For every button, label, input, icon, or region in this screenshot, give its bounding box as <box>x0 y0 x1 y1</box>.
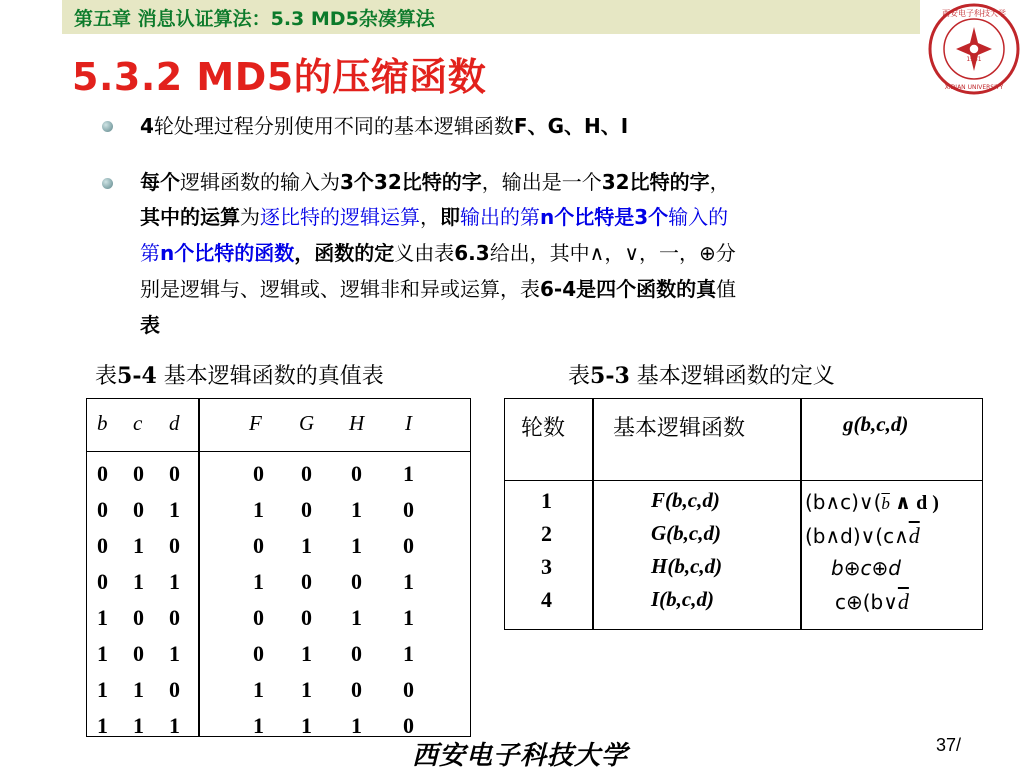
th-I: I <box>405 411 412 435</box>
truth-table-cell: 0 <box>97 461 108 486</box>
truth-table-cell: 1 <box>97 713 108 738</box>
truth-table-cell: 0 <box>301 605 312 630</box>
bullet-1-num: 4 <box>140 114 154 138</box>
truth-table-cell: 0 <box>133 497 144 522</box>
b2-l2-e: 即 <box>440 205 460 229</box>
truth-table-cell: 0 <box>403 497 414 522</box>
truth-table-cell: 1 <box>253 677 264 702</box>
caption-left-a: 表 <box>95 364 118 389</box>
truth-table-cell: 0 <box>253 641 264 666</box>
b2-l3-a: 第 <box>140 241 160 265</box>
b2-l2-b: 为 <box>240 205 260 229</box>
truth-table-cell: 1 <box>351 533 362 558</box>
b2-l3-e: 6.3 <box>454 241 490 265</box>
footer-school-name: 西安电子科技大学 <box>412 741 629 771</box>
g-expr-1 <box>805 490 939 515</box>
page-number: 37/ <box>936 735 962 755</box>
truth-table-cell: 1 <box>403 569 414 594</box>
truth-table-cell: 0 <box>169 605 180 630</box>
b2-l1-c: 3个32比特的字 <box>340 170 482 194</box>
truth-table-cell: 0 <box>97 533 108 558</box>
bullet-2-line-5 <box>140 309 160 341</box>
truth-table-divider <box>198 399 200 736</box>
truth-table-cell: 1 <box>133 533 144 558</box>
truth-table-caption <box>95 359 384 390</box>
b2-l4-a: 别是逻辑与、逻辑或、逻辑非和异或运算，表 <box>140 277 540 301</box>
g-expr-1-bar: $\overline{b}$ <box>881 494 890 513</box>
def-table-divider-2 <box>800 399 802 629</box>
chapter-header-bar <box>62 0 920 34</box>
bullet-2-line-2 <box>140 201 728 233</box>
truth-table-cell: 1 <box>301 713 312 738</box>
b2-l3-b: n个比特的函数 <box>160 241 295 265</box>
truth-table-cell: 0 <box>301 569 312 594</box>
def-function-name: H(b,c,d) <box>651 554 723 578</box>
th-b: b <box>97 411 108 435</box>
chapter-title: 第五章 消息认证算法：5.3 MD5杂凑算法 <box>74 8 435 30</box>
caption-left-c: 基本逻辑函数的真值表 <box>156 364 384 389</box>
b2-l1-a: 每个 <box>140 170 180 194</box>
b2-l2-a: 其中的运算 <box>140 205 240 229</box>
truth-table-cell: 1 <box>169 497 180 522</box>
caption-right-b: 5-3 <box>590 363 630 389</box>
truth-table-cell: 1 <box>351 497 362 522</box>
truth-table-cell: 1 <box>169 641 180 666</box>
b2-l1-b: 逻辑函数的输入为 <box>180 170 340 194</box>
def-th-g: g(b,c,d) <box>843 412 909 436</box>
truth-table-cell: 0 <box>97 497 108 522</box>
b2-l4-d: 值 <box>716 277 737 301</box>
bullet-2-line-4 <box>140 273 736 305</box>
university-logo <box>928 3 1020 95</box>
def-function-name: G(b,c,d) <box>651 521 721 545</box>
bullet-1-funcs: F、G、H、I <box>513 114 629 138</box>
b2-l1-d: ，输出是一个 <box>481 170 602 194</box>
caption-right-a: 表 <box>568 364 591 389</box>
bullet-2-line-1 <box>140 166 730 198</box>
bullet-marker <box>102 178 113 189</box>
truth-table-cell: 1 <box>403 605 414 630</box>
truth-table-cell: 0 <box>253 533 264 558</box>
logo-year: 1931 <box>966 56 982 63</box>
truth-table-cell: 0 <box>351 461 362 486</box>
caption-right-c: 基本逻辑函数的定义 <box>629 364 835 389</box>
truth-table-cell: 0 <box>169 461 180 486</box>
truth-table <box>86 398 471 737</box>
th-G: G <box>299 411 315 435</box>
g-expr-4-a: c⊕(b∨ <box>835 590 898 614</box>
g-expr-1-b: ∧ d ) <box>889 492 939 514</box>
th-d: d <box>169 411 180 435</box>
def-table-divider-1 <box>592 399 594 629</box>
truth-table-header <box>87 399 470 452</box>
g-expr-2-a: (b∧d)∨(c∧ <box>805 524 909 548</box>
truth-table-cell: 0 <box>301 461 312 486</box>
def-th-function: 基本逻辑函数 <box>613 416 746 441</box>
truth-table-cell: 0 <box>97 569 108 594</box>
b2-l5-a: 表 <box>140 313 160 337</box>
truth-table-cell: 1 <box>133 677 144 702</box>
th-H: H <box>349 411 365 435</box>
def-round-number: 3 <box>541 554 552 579</box>
def-function-name: I(b,c,d) <box>651 587 714 611</box>
truth-table-cell: 0 <box>169 533 180 558</box>
truth-table-cell: 1 <box>351 605 362 630</box>
b2-l2-d: ， <box>420 205 440 229</box>
g-expr-3: b⊕c⊕d <box>831 556 901 580</box>
g-expr-1-a: (b∧c)∨( <box>805 490 882 514</box>
g-expr-4 <box>835 589 909 615</box>
truth-table-cell: 0 <box>403 533 414 558</box>
definition-table <box>504 398 983 630</box>
truth-table-cell: 1 <box>133 569 144 594</box>
th-c: c <box>133 411 143 435</box>
truth-table-cell: 0 <box>133 641 144 666</box>
logo-text-bottom: XIDIAN UNIVERSITY <box>944 84 1004 91</box>
truth-table-cell: 0 <box>403 677 414 702</box>
truth-table-cell: 0 <box>133 461 144 486</box>
truth-table-cell: 0 <box>253 605 264 630</box>
truth-table-cell: 0 <box>351 677 362 702</box>
b2-l2-h: 输入的 <box>668 205 729 229</box>
b2-l1-e: 32比特的字 <box>601 170 710 194</box>
truth-table-cell: 1 <box>351 713 362 738</box>
truth-table-cell: 1 <box>301 533 312 558</box>
truth-table-cell: 1 <box>403 461 414 486</box>
g-expr-4-bar: $\overline{d}$ <box>897 589 909 614</box>
def-th-round: 轮数 <box>521 416 566 441</box>
b2-l3-d: 义由表 <box>394 241 455 265</box>
def-round-number: 2 <box>541 521 552 546</box>
bullet-marker <box>102 121 113 132</box>
truth-table-cell: 0 <box>169 677 180 702</box>
def-table-caption <box>568 359 835 390</box>
bullet-1-text: 轮处理过程分别使用不同的基本逻辑函数 <box>153 114 514 138</box>
truth-table-cell: 1 <box>301 641 312 666</box>
truth-table-cell: 1 <box>133 713 144 738</box>
b2-l2-g: n个比特是3个 <box>540 205 669 229</box>
b2-l1-f: ， <box>709 170 730 194</box>
g-expr-2 <box>805 523 920 549</box>
truth-table-cell: 1 <box>97 641 108 666</box>
truth-table-cell: 0 <box>351 569 362 594</box>
truth-table-cell: 1 <box>253 569 264 594</box>
truth-table-cell: 1 <box>169 569 180 594</box>
truth-table-cell: 0 <box>351 641 362 666</box>
b2-l4-b: 6-4 <box>540 277 577 301</box>
truth-table-cell: 1 <box>97 605 108 630</box>
def-round-number: 1 <box>541 488 552 513</box>
b2-l2-f: 输出的第 <box>460 205 540 229</box>
b2-l4-c: 是四个函数的真 <box>576 277 717 301</box>
truth-table-cell: 0 <box>301 497 312 522</box>
b2-l3-f: 给出，其中∧，∨，一，⊕分 <box>489 241 736 265</box>
truth-table-cell: 1 <box>253 497 264 522</box>
b2-l2-c: 逐比特的逻辑运算 <box>260 205 420 229</box>
truth-table-cell: 0 <box>253 461 264 486</box>
truth-table-cell: 0 <box>403 713 414 738</box>
def-round-number: 4 <box>541 587 552 612</box>
logo-text-top: 西安电子科技大学 <box>942 9 1006 18</box>
truth-table-cell: 0 <box>133 605 144 630</box>
page-title: 5.3.2 MD5的压缩函数 <box>72 55 487 99</box>
truth-table-cell: 1 <box>403 641 414 666</box>
b2-l3-c: ，函数的定 <box>294 241 395 265</box>
caption-left-b: 5-4 <box>117 363 157 389</box>
th-F: F <box>249 411 262 435</box>
bullet-1 <box>140 110 628 142</box>
truth-table-cell: 1 <box>301 677 312 702</box>
def-function-name: F(b,c,d) <box>651 488 720 512</box>
truth-table-cell: 1 <box>253 713 264 738</box>
g-expr-2-bar: $\overline{d}$ <box>908 523 920 548</box>
bullet-2-line-3 <box>140 237 736 269</box>
truth-table-cell: 1 <box>97 677 108 702</box>
truth-table-cell: 1 <box>169 713 180 738</box>
